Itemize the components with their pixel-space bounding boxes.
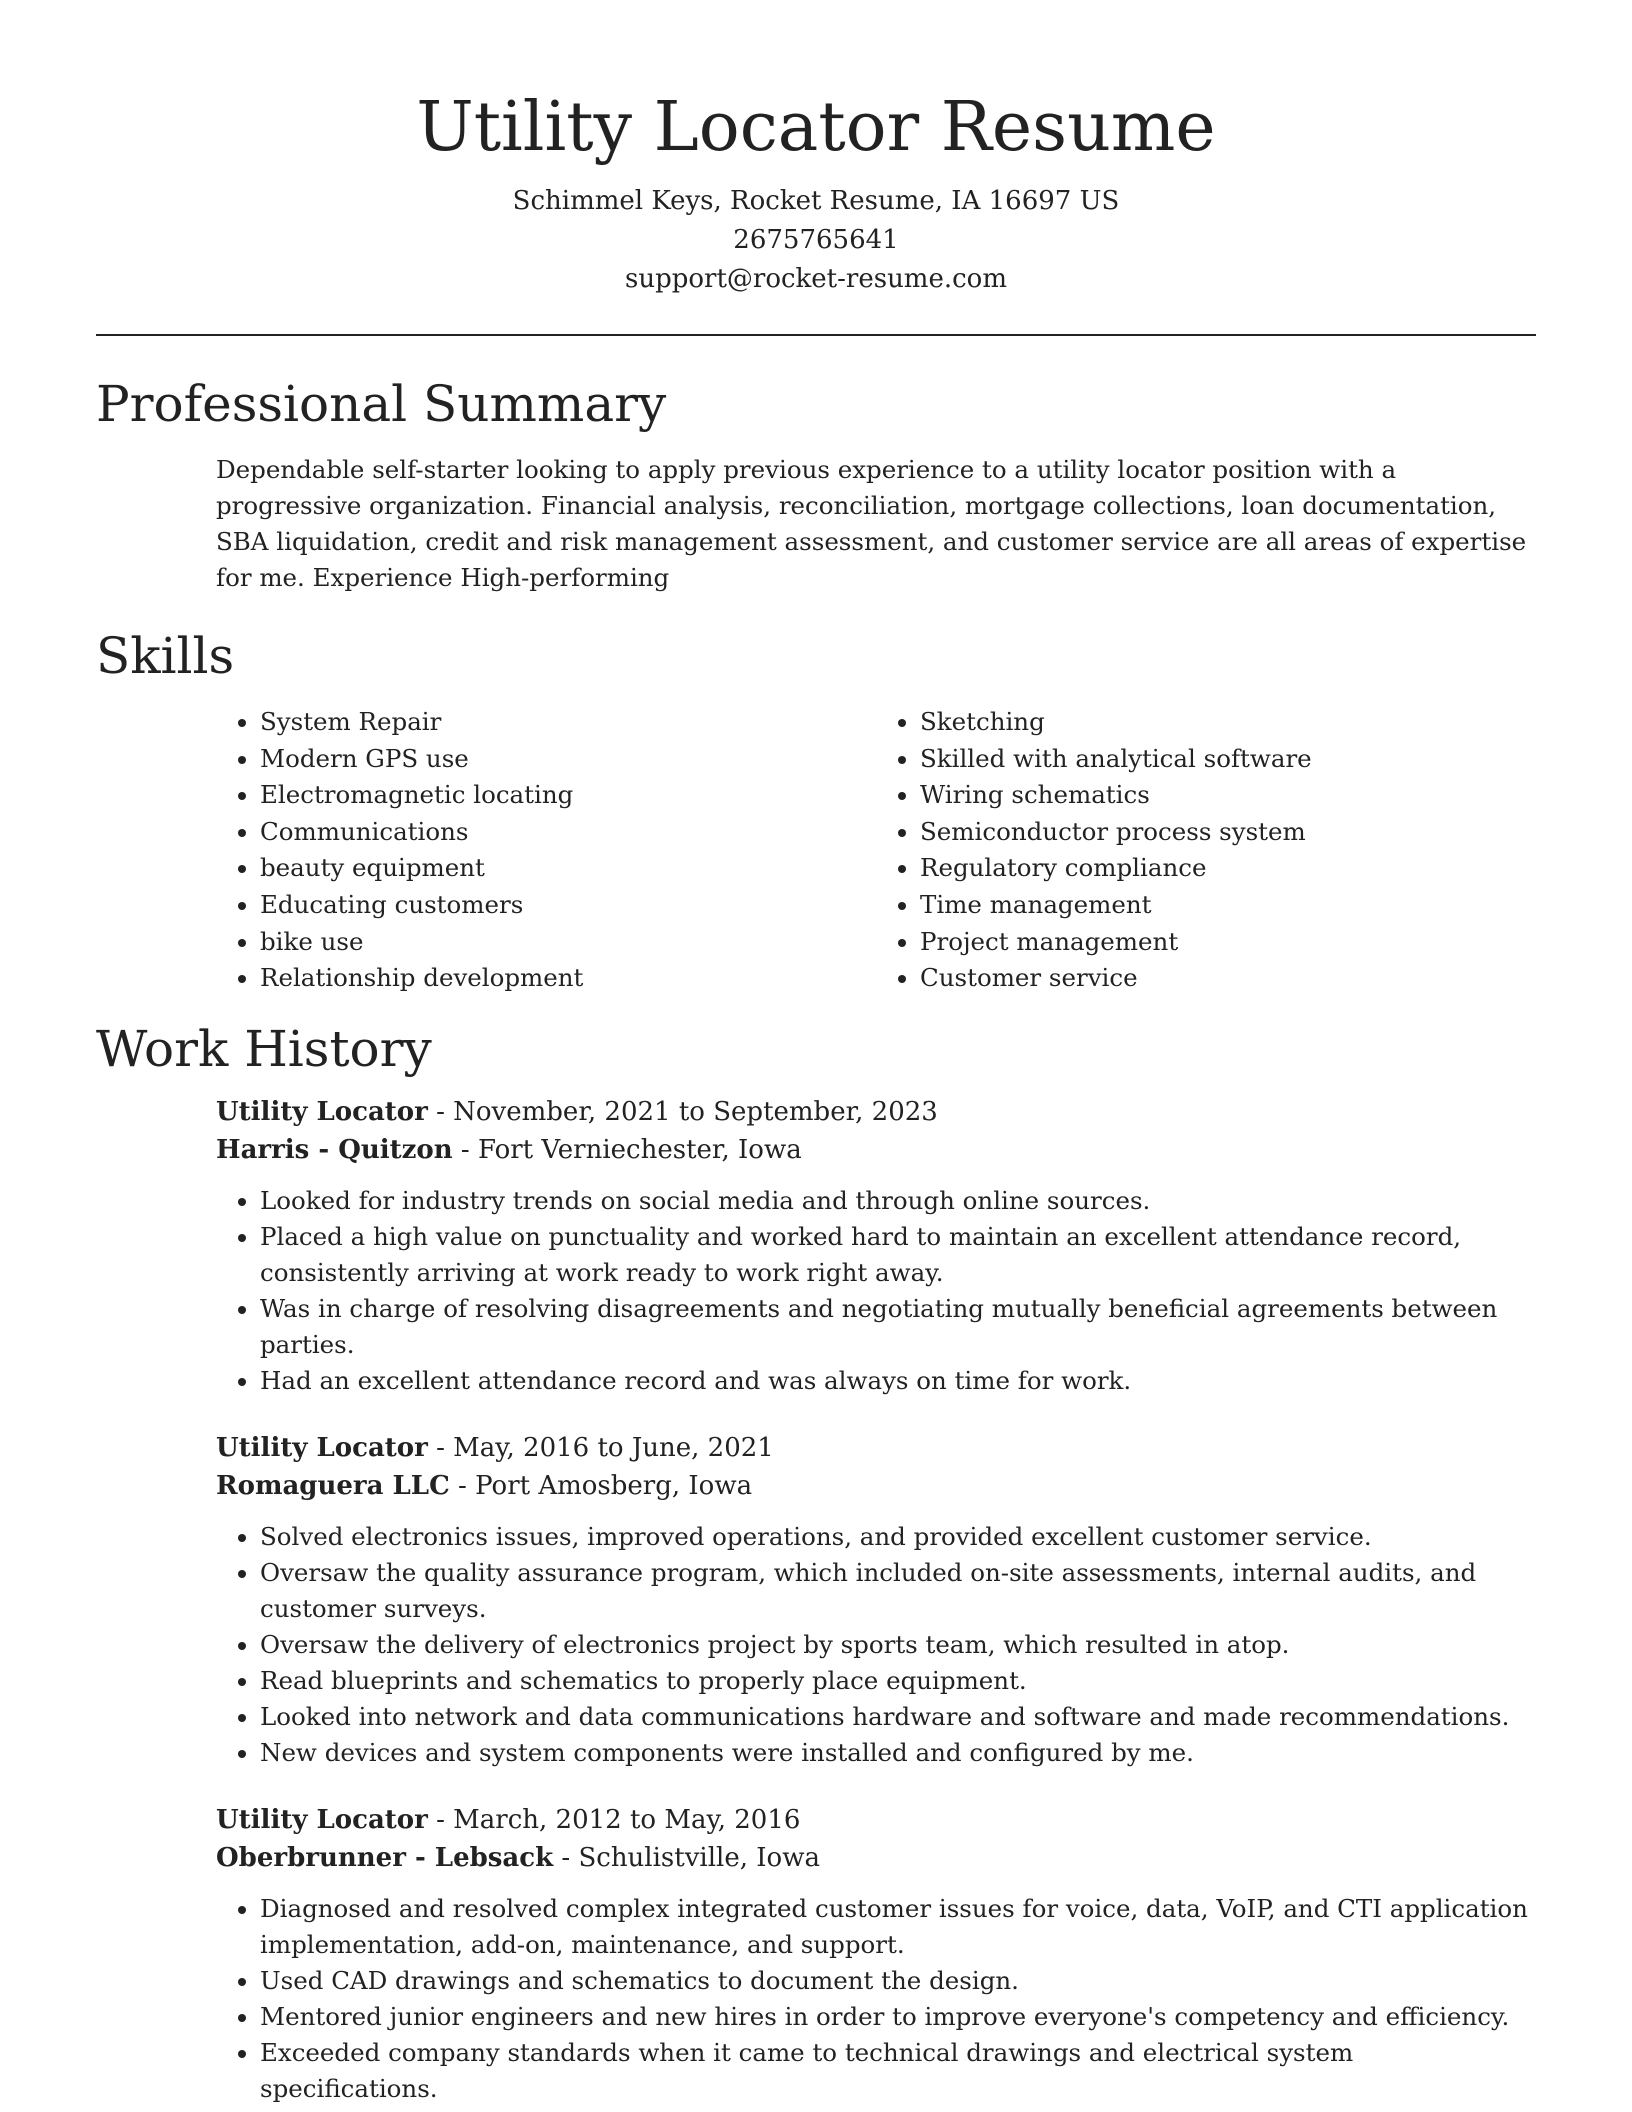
list-item: • New devices and system components were installed and configured by me. xyxy=(260,1735,1536,1771)
list-item: • Mentored junior engineers and new hires in order to improve everyone's competency and efficiency. xyxy=(260,1999,1536,2035)
job-dates: - March, 2012 to May, 2016 xyxy=(427,1804,801,1835)
skill-item: • Wiring schematics xyxy=(920,777,1536,814)
job-title: Utility Locator xyxy=(216,1804,428,1835)
list-item: • Was in charge of resolving disagreements and negotiating mutually beneficial agreements between parties. xyxy=(260,1291,1536,1363)
skill-item: • Time management xyxy=(920,887,1536,924)
contact-phone: 2675765641 xyxy=(733,225,899,255)
job-location: - Port Amosberg, Iowa xyxy=(449,1470,753,1501)
list-item: • Diagnosed and resolved complex integrated customer issues for voice, data, VoIP, and CTI application implementation, add-on, maintenance, and support. xyxy=(260,1891,1536,1963)
job-entry xyxy=(216,1429,1536,1771)
contact-address: Schimmel Keys, Rocket Resume, IA 16697 US xyxy=(512,186,1120,216)
skills-list xyxy=(216,704,1536,997)
job-title-line xyxy=(216,1093,1536,1131)
job-company: Oberbrunner - Lebsack xyxy=(216,1842,554,1873)
job-company-line xyxy=(216,1467,1536,1505)
skill-item: • Project management xyxy=(920,924,1536,961)
list-item: • Solved electronics issues, improved operations, and provided excellent customer service. xyxy=(260,1519,1536,1555)
skills-column-right xyxy=(876,704,1536,997)
skill-item: • Relationship development xyxy=(260,960,876,997)
job-company: Harris - Quitzon xyxy=(216,1134,453,1165)
list-item: • Oversaw the delivery of electronics project by sports team, which resulted in atop. xyxy=(260,1627,1536,1663)
resume-header xyxy=(96,0,1536,299)
list-item: • Oversaw the quality assurance program, which included on-site assessments, internal audits, and customer surveys. xyxy=(260,1555,1536,1627)
list-item: • Had an excellent attendance record and was always on time for work. xyxy=(260,1363,1536,1399)
resume-title: Utility Locator Resume xyxy=(416,88,1216,167)
job-company-line xyxy=(216,1131,1536,1169)
skill-item: • Communications xyxy=(260,814,876,851)
skill-item: • Regulatory compliance xyxy=(920,850,1536,887)
job-company: Romaguera LLC xyxy=(216,1470,450,1501)
work-history-heading: Work History xyxy=(96,1019,432,1078)
list-item: • Read blueprints and schematics to properly place equipment. xyxy=(260,1663,1536,1699)
job-title-line xyxy=(216,1429,1536,1467)
skill-item: • Electromagnetic locating xyxy=(260,777,876,814)
job-entry xyxy=(216,1801,1536,2107)
skills-column-left xyxy=(216,704,876,997)
skill-item: • Modern GPS use xyxy=(260,741,876,778)
job-company-line xyxy=(216,1839,1536,1877)
job-location: - Schulistville, Iowa xyxy=(553,1842,820,1873)
skill-item: • System Repair xyxy=(260,704,876,741)
skill-item: • Semiconductor process system xyxy=(920,814,1536,851)
list-item: • Placed a high value on punctuality and worked hard to maintain an excellent attendance record, consistently arriving at work ready to work right away. xyxy=(260,1219,1536,1291)
summary-text: Dependable self-starter looking to apply previous experience to a utility locator position with a progressive organization. Financial analysis, reconciliation, mortgage collections, loan documentation, SBA liquidation, credit and risk management assessment, and customer service are all areas of expertise for me. Experience High-performing xyxy=(216,455,1527,592)
job-entry xyxy=(216,1093,1536,1399)
skill-item: • Skilled with analytical software xyxy=(920,741,1536,778)
resume-page xyxy=(96,0,1536,2107)
contact-email: support@rocket-resume.com xyxy=(624,264,1007,294)
summary-heading: Professional Summary xyxy=(96,375,667,433)
job-dates: - November, 2021 to September, 2023 xyxy=(427,1096,938,1127)
job-location: - Fort Verniechester, Iowa xyxy=(452,1134,802,1165)
job-bullets xyxy=(216,1891,1536,2107)
skill-item: • Customer service xyxy=(920,960,1536,997)
skill-item: • Sketching xyxy=(920,704,1536,741)
list-item: • Exceeded company standards when it came to technical drawings and electrical system specifications. xyxy=(260,2035,1536,2107)
job-bullets xyxy=(216,1183,1536,1399)
skill-item: • bike use xyxy=(260,924,876,961)
list-item: • Used CAD drawings and schematics to document the design. xyxy=(260,1963,1536,1999)
skill-item: • beauty equipment xyxy=(260,850,876,887)
job-title: Utility Locator xyxy=(216,1096,428,1127)
job-dates: - May, 2016 to June, 2021 xyxy=(427,1432,774,1463)
header-divider xyxy=(96,334,1536,336)
skill-item: • Educating customers xyxy=(260,887,876,924)
list-item: • Looked for industry trends on social media and through online sources. xyxy=(260,1183,1536,1219)
list-item: • Looked into network and data communications hardware and software and made recommendations. xyxy=(260,1699,1536,1735)
job-bullets xyxy=(216,1519,1536,1771)
job-title: Utility Locator xyxy=(216,1432,428,1463)
job-title-line xyxy=(216,1801,1536,1839)
skills-heading: Skills xyxy=(96,627,235,685)
